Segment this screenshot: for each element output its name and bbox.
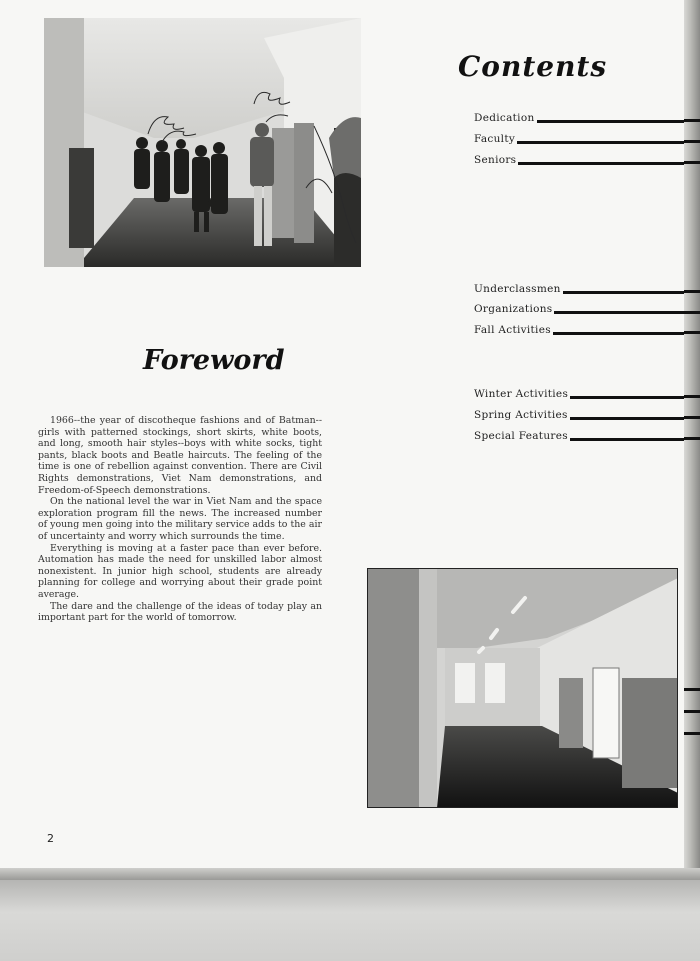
toc-item-label: Fall Activities — [474, 324, 551, 336]
contents-title: Contents — [458, 50, 608, 83]
section-tab-mark — [684, 140, 700, 143]
section-tab-mark — [684, 119, 700, 122]
section-tab-mark — [684, 437, 700, 440]
toc-leader-bar — [562, 417, 690, 420]
empty-hallway-photo — [367, 568, 678, 808]
hallway-students-photo — [44, 18, 361, 267]
section-tab-mark — [684, 331, 700, 334]
toc-item-spring-activities[interactable] — [474, 409, 684, 423]
foreword-title: Foreword — [143, 345, 285, 376]
section-tab-mark — [684, 395, 700, 398]
page-number: 2 — [47, 832, 54, 845]
toc-item-dedication[interactable] — [474, 112, 684, 126]
toc-item-fall-activities[interactable] — [474, 324, 684, 338]
toc-leader-bar — [532, 120, 690, 123]
section-tab-mark — [684, 732, 700, 735]
toc-leader-bar — [514, 162, 690, 165]
section-tab-mark — [684, 710, 700, 713]
toc-item-seniors[interactable] — [474, 154, 684, 168]
toc-item-label: Dedication — [474, 112, 535, 124]
section-tab-mark — [684, 161, 700, 164]
toc-item-label: Spring Activities — [474, 409, 568, 421]
toc-leader-bar — [552, 291, 690, 294]
toc-item-organizations[interactable] — [474, 303, 684, 317]
section-tab-mark — [684, 290, 700, 293]
toc-item-winter-activities[interactable] — [474, 388, 684, 402]
toc-leader-bar — [562, 396, 690, 399]
foreword-paragraph: On the national level the war in Viet Nam and the space exploration program fill the news. The increased number of young men going into the military service adds to the air of uncertainty and worry which surrounds the time. — [38, 496, 322, 542]
toc-item-label: Organizations — [474, 303, 553, 315]
toc-leader-bar — [546, 311, 690, 314]
toc-item-label: Faculty — [474, 133, 516, 145]
toc-leader-bar — [512, 141, 690, 144]
foreword-paragraph: The dare and the challenge of the ideas of today play an important part for the world of tomorrow. — [38, 600, 322, 624]
toc-item-label: Winter Activities — [474, 388, 569, 400]
section-tab-mark — [684, 416, 700, 419]
section-tab-mark — [684, 688, 700, 691]
toc-item-special-features[interactable] — [474, 430, 684, 444]
page-edge — [684, 0, 700, 880]
toc-item-underclassmen[interactable] — [474, 283, 684, 297]
foreword-paragraph: Everything is moving at a faster pace than ever before. Automation has made the need for unskilled labor almost nonexistent. In junior high school, students are already planning for college and worrying about their grade point average. — [38, 542, 322, 600]
toc-leader-bar — [560, 438, 690, 441]
foreword-body — [38, 415, 322, 624]
toc-item-label: Underclassmen — [474, 283, 561, 295]
toc-item-label: Special Features — [474, 430, 568, 442]
page-shadow — [0, 868, 700, 880]
section-tab-mark — [684, 311, 700, 314]
scanner-background — [0, 880, 700, 961]
foreword-paragraph: 1966--the year of discotheque fashions and of Batman--girls with patterned stockings, short skirts, white boots, and long, smooth hair styles--boys with white socks, tight pants, black boots and Beatle haircuts. The feeling of the time is one of rebellion against convention. There are Civil Rights demonstrations, Viet Nam demonstrations, and Freedom-of-Speech demonstrations. — [38, 415, 322, 496]
toc-item-faculty[interactable] — [474, 133, 684, 147]
toc-leader-bar — [550, 332, 690, 335]
toc-item-label: Seniors — [474, 154, 517, 166]
